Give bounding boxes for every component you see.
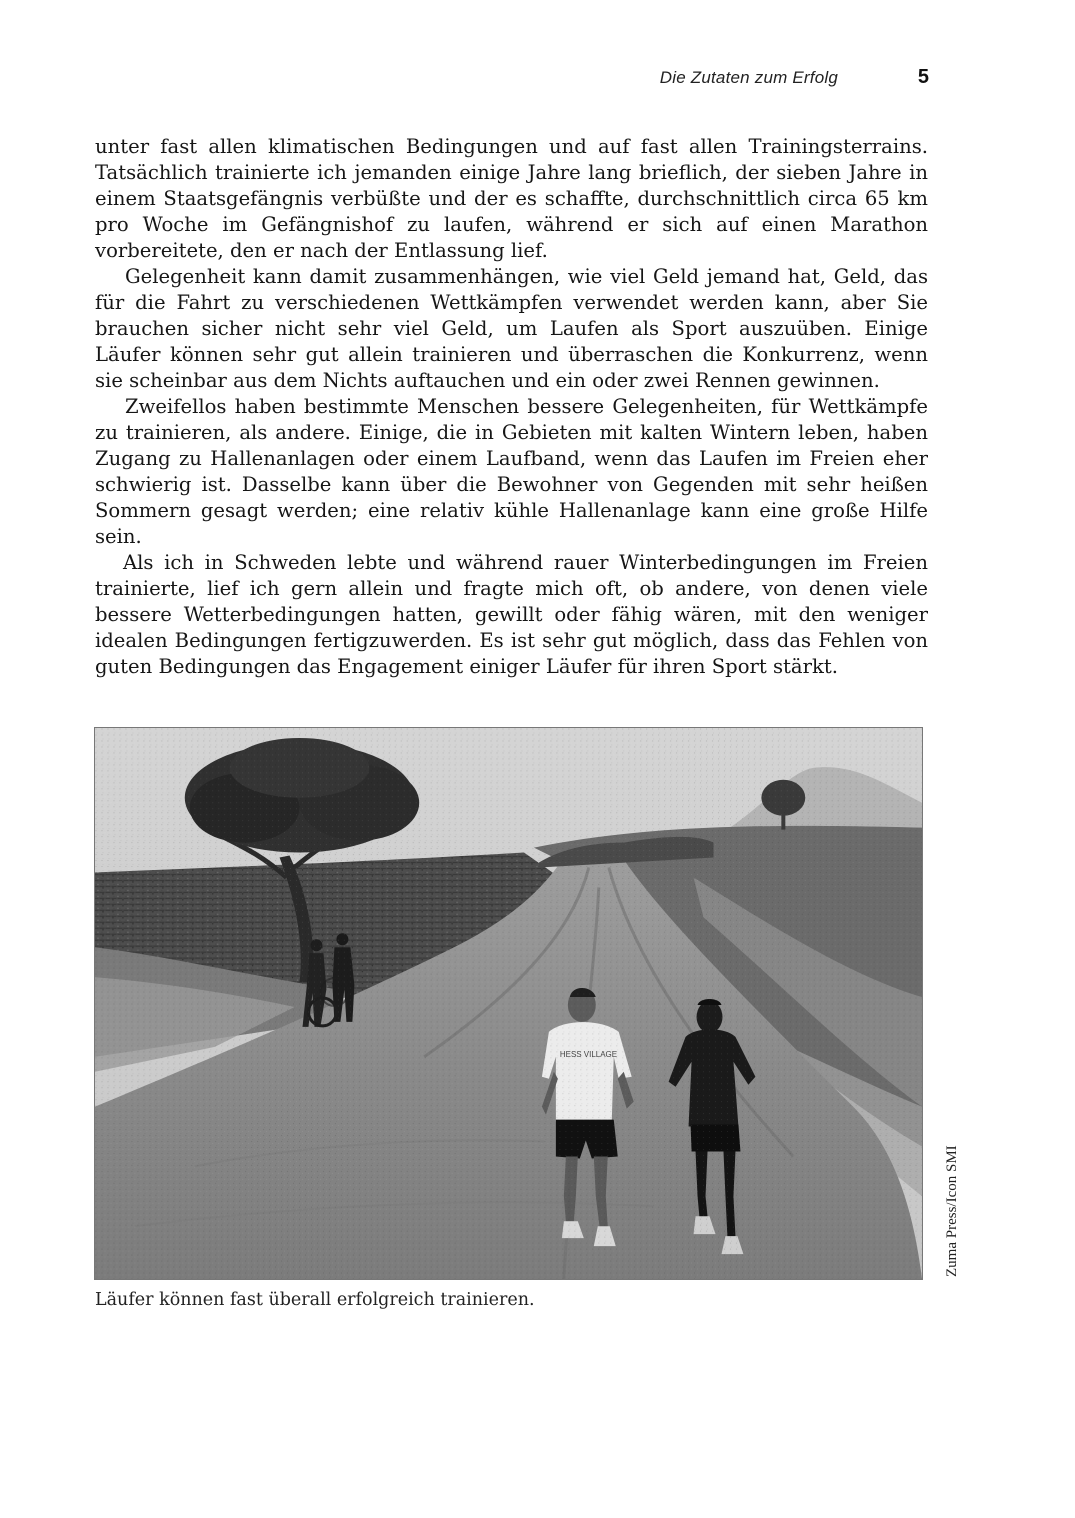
- runners-photo-illustration: [95, 728, 922, 1279]
- runners-photo: [94, 727, 923, 1280]
- paragraph-3: Zweifellos haben bestimmte Menschen bessere Gelegenheiten, für Wettkämpfe zu trainieren, als andere. Einige, die in Gebieten mit kalten Wintern leben, haben Zugang zu Hallenanlagen oder einem Laufband, wenn das Laufen im Freien eher schwierig ist. Dasselbe kann über die Bewohner von Gegenden mit sehr heißen Sommern gesagt werden; eine relativ kühle Hallenanlage kann eine große Hilfe sein.: [95, 395, 928, 548]
- body-text: [95, 134, 928, 680]
- paragraph-1: unter fast allen klimatischen Bedingungen und auf fast allen Trainingsterrains. Tatsächlich trainierte ich jemanden einige Jahre lang brieflich, der sieben Jahre in einem Staatsgefängnis verbüßte und der es schaffte, durchschnittlich circa 65 km pro Woche im Gefängnishof zu laufen, während er sich auf einen Marathon vorbereitete, den er nach der Entlassung lief.: [95, 135, 928, 262]
- photo-credit: Zuma Press/Icon SMI: [944, 1145, 960, 1277]
- photo-caption: Läufer können fast überall erfolgreich trainieren.: [95, 1290, 535, 1310]
- paragraph-4: Als ich in Schweden lebte und während rauer Winterbedingungen im Freien trainierte, lief ich gern allein und fragte mich oft, ob andere, von denen viele bessere Wetterbedingungen hatten, gewillt oder fähig wären, mit den weniger idealen Bedingungen fertigzuwerden. Es ist sehr gut möglich, dass das Fehlen von guten Bedingungen das Engagement einiger Läufer für ihren Sport stärkt.: [95, 551, 928, 678]
- running-title: Die Zutaten zum Erfolg: [659, 68, 838, 87]
- page-number: 5: [917, 66, 929, 88]
- paragraph-2: Gelegenheit kann damit zusammenhängen, wie viel Geld jemand hat, Geld, das für die Fahrt zu verschiedenen Wettkämpfen verwendet werden kann, aber Sie brauchen sicher nicht sehr viel Geld, um Laufen als Sport auszuüben. Einige Läufer können sehr gut allein trainieren und überraschen die Konkurrenz, wenn sie scheinbar aus dem Nichts auftauchen und ein oder zwei Rennen gewinnen.: [95, 265, 928, 392]
